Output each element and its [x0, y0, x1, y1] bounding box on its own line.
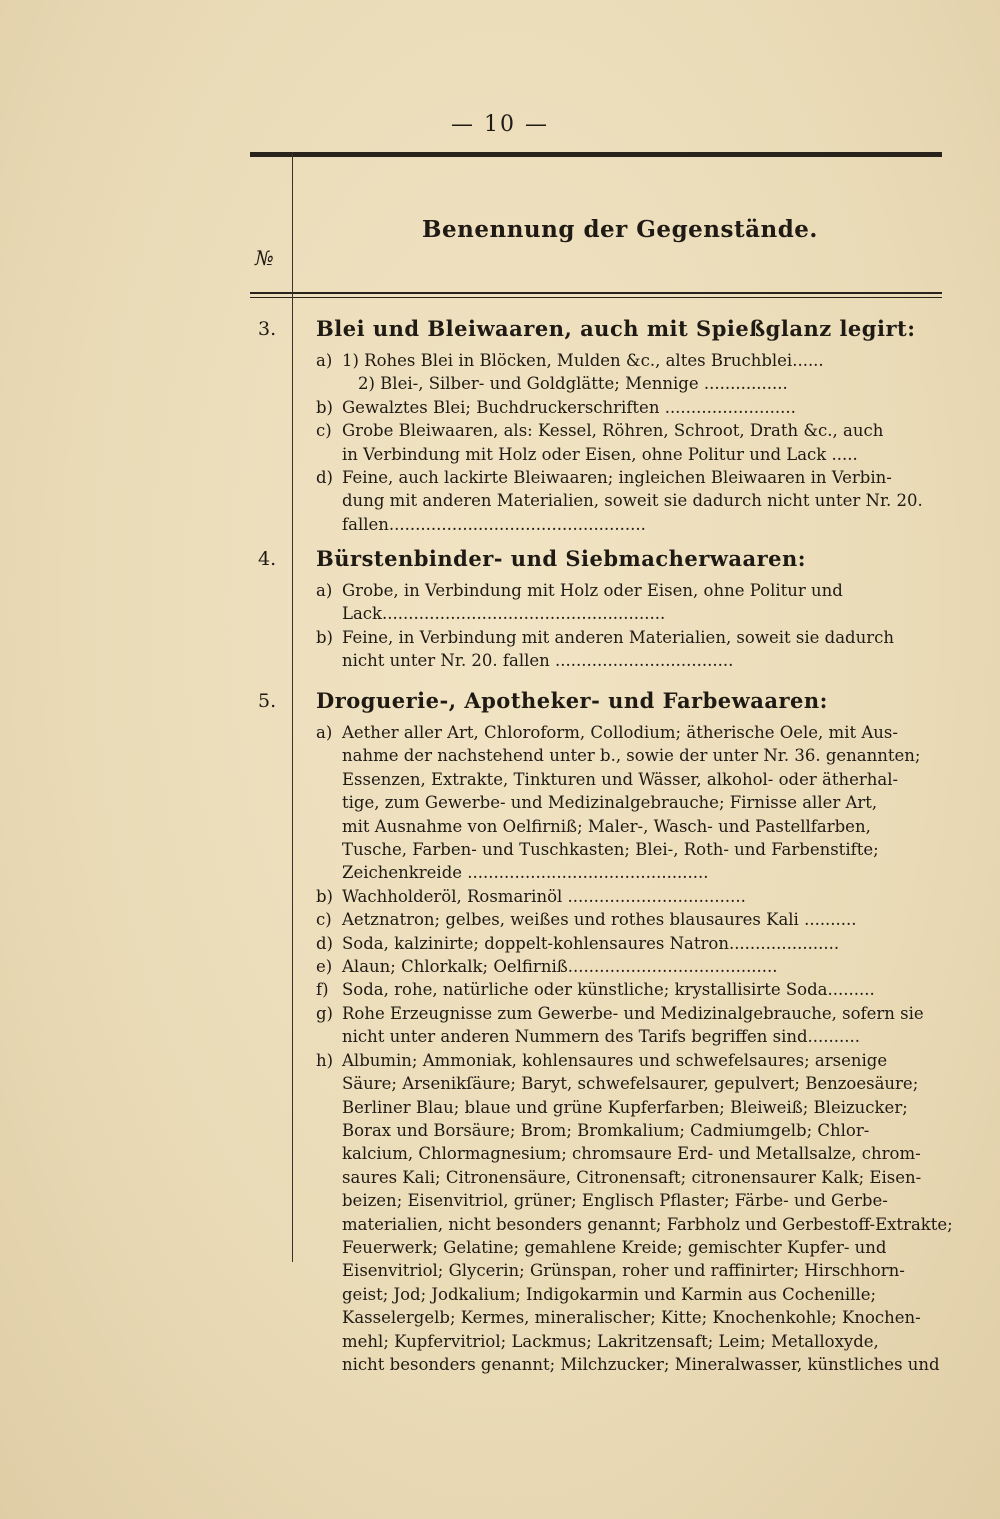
entry-letter: g) — [316, 1003, 333, 1023]
section-block — [316, 546, 946, 673]
entry-letter: c) — [316, 910, 332, 930]
entry-line — [316, 419, 946, 442]
entry-text: Wachholderöl, Rosmarinöl .................................. — [342, 886, 746, 906]
entry-letter: d) — [316, 468, 333, 488]
entry-letter: b) — [316, 397, 333, 417]
entry-text: Berliner Blau; blaue und grüne Kupferfarben; Bleiweiß; Bleizucker; — [342, 1097, 908, 1117]
entry-text: Aetznatron; gelbes, weißes und rothes blausaures Kali .......... — [342, 910, 857, 930]
entry-line — [316, 1283, 946, 1306]
section-block — [316, 316, 946, 536]
section-title: Droguerie-, Apotheker- und Farbewaaren: — [316, 688, 828, 713]
entry-text: Grobe Bleiwaaren, als: Kessel, Röhren, Schroot, Drath &c., auch — [342, 421, 884, 441]
entry-line — [316, 579, 946, 602]
section-block — [316, 688, 953, 1376]
entry-text: Feuerwerk; Gelatine; gemahlene Kreide; gemischter Kupfer- und — [342, 1237, 887, 1257]
entry-text: Grobe, in Verbindung mit Holz oder Eisen, ohne Politur und — [342, 581, 843, 600]
entry-line — [316, 1330, 946, 1353]
entry-text: geist; Jod; Jodkalium; Indigokarmin und Karmin aus Cochenille; — [342, 1284, 877, 1304]
entry-text: Aether aller Art, Chloroform, Collodium; ätherische Oele, mit Aus- — [342, 723, 898, 742]
entry-line — [316, 932, 946, 955]
entry-letter: h) — [316, 1050, 334, 1070]
entry-text: nicht unter Nr. 20. fallen .................................. — [342, 651, 734, 671]
entry-line — [316, 978, 946, 1001]
entry-letter: e) — [316, 957, 333, 977]
entry-text: Soda, rohe, natürliche oder künstliche; krystallisirte Soda......... — [342, 980, 875, 1000]
entry-line — [316, 791, 946, 814]
entry-line — [316, 466, 946, 489]
entry-line — [316, 815, 946, 838]
entry-text: fallen................................................. — [342, 514, 646, 534]
entry-line — [316, 1142, 946, 1165]
entry-text: nicht unter anderen Nummern des Tarifs begriffen sind.......... — [342, 1027, 861, 1047]
entry-text: Rohe Erzeugnisse zum Gewerbe- und Medizinalgebrauche, sofern sie — [342, 1003, 924, 1023]
entry-text: Säure; Arsenikſäure; Baryt, schwefelsaurer, gepulvert; Benzoesäure; — [342, 1074, 919, 1094]
column-divider — [292, 152, 293, 1262]
entry-line — [316, 721, 946, 744]
entry-text: nicht besonders genannt; Milchzucker; Mineralwasser, künstliches und — [342, 1354, 940, 1374]
table-top-rule — [250, 152, 942, 157]
entry-text: nahme der nachstehend unter b., sowie der unter Nr. 36. genannten; — [342, 746, 921, 766]
entry-line — [316, 1236, 946, 1259]
section-title: Blei und Bleiwaaren, auch mit Spießglanz legirt: — [316, 316, 916, 341]
entry-text: mehl; Kupfervitriol; Lackmus; Lakritzensaft; Leim; Metalloxyde, — [342, 1331, 879, 1351]
entry-line — [316, 1213, 953, 1236]
entry-letter: d) — [316, 933, 333, 953]
entry-text: Tusche, Farben- und Tuschkasten; Blei-, Roth- und Farbenstifte; — [342, 840, 879, 860]
entry-line — [316, 1096, 946, 1119]
entry-text: beizen; Eisenvitriol, grüner; Englisch Pflaster; Färbe- und Gerbe- — [342, 1191, 888, 1211]
entry-line — [316, 1306, 946, 1329]
entry-line — [316, 1025, 946, 1048]
entry-line — [316, 602, 946, 625]
entry-line — [316, 372, 946, 395]
entry-line — [316, 1119, 946, 1142]
entry-letter: a) — [316, 723, 333, 742]
entry-text: Albumin; Ammoniak, kohlensaures und schwefelsaures; arsenige — [342, 1050, 888, 1070]
entry-line — [316, 885, 946, 908]
entry-text: kalcium, Chlormagnesium; chromsaure Erd- und Metallsalze, chrom- — [342, 1144, 921, 1164]
entry-text: Borax und Borsäure; Brom; Bromkalium; Cadmiumgelb; Chlor- — [342, 1120, 870, 1140]
entry-line — [316, 1002, 946, 1025]
entry-line — [316, 908, 946, 931]
entry-text: 1) Rohes Blei in Blöcken, Mulden &c., altes Bruchblei...... — [342, 351, 824, 370]
entry-letter: a) — [316, 581, 333, 600]
entry-text: Soda, kalzinirte; doppelt-kohlensaures Natron..................... — [342, 933, 840, 953]
entry-line — [316, 513, 946, 536]
entry-text: Feine, in Verbindung mit anderen Materialien, soweit sie dadurch — [342, 627, 894, 647]
entry-line — [316, 1189, 946, 1212]
entry-text: dung mit anderen Materialien, soweit sie dadurch nicht unter Nr. 20. — [342, 491, 923, 511]
entry-line — [316, 955, 946, 978]
entry-line — [316, 349, 946, 372]
entry-line — [316, 1049, 946, 1072]
entry-text: Zeichenkreide .............................................. — [342, 863, 709, 883]
entry-letter: b) — [316, 886, 333, 906]
entry-text: Alaun; Chlorkalk; Oelfirniß........................................ — [342, 957, 778, 977]
header-bottom-rule — [250, 292, 942, 294]
entry-text: Feine, auch lackirte Bleiwaaren; ingleichen Bleiwaaren in Verbin- — [342, 468, 892, 488]
section-number: 5. — [258, 690, 277, 712]
entry-line — [316, 626, 946, 649]
entry-line — [316, 1259, 946, 1282]
entry-text: Kasselergelb; Kermes, mineralischer; Kitte; Knochenkohle; Knochen- — [342, 1308, 921, 1328]
entry-line — [316, 1072, 946, 1095]
section-title: Bürstenbinder- und Siebmacherwaaren: — [316, 546, 807, 571]
entry-letter: b) — [316, 627, 333, 647]
entry-letter: f) — [316, 980, 329, 1000]
entry-line — [316, 768, 946, 791]
entry-text: saures Kali; Citronensäure, Citronensaft; citronensaurer Kalk; Eisen- — [342, 1167, 922, 1187]
entry-text: in Verbindung mit Holz oder Eisen, ohne Politur und Lack ..... — [342, 444, 858, 464]
entry-line — [316, 396, 946, 419]
entry-text: tige, zum Gewerbe- und Medizinalgebrauche; Firnisse aller Art, — [342, 793, 878, 813]
entry-text: Eisenvitriol; Glycerin; Grünspan, roher und raffinirter; Hirschhorn- — [342, 1261, 905, 1281]
entry-letter: c) — [316, 421, 332, 441]
entry-line — [316, 1353, 946, 1376]
entry-line — [316, 443, 946, 466]
entry-line — [316, 838, 946, 861]
entry-line — [316, 861, 946, 884]
entry-letter: a) — [316, 351, 333, 370]
number-column-header: № — [255, 246, 274, 270]
entry-line — [316, 489, 946, 512]
entry-line — [316, 649, 946, 672]
entry-text: Lack...................................................... — [342, 604, 666, 624]
entry-line — [316, 744, 946, 767]
section-number: 3. — [258, 318, 277, 340]
page-number: — 10 — — [451, 112, 549, 137]
entry-text: materialien, nicht besonders genannt; Farbholz und Gerbestoff-Extrakte; — [342, 1214, 953, 1234]
entry-text: Essenzen, Extrakte, Tinkturen und Wässer, alkohol- oder ätherhal- — [342, 769, 899, 789]
section-number: 4. — [258, 548, 277, 570]
entry-text: Gewalztes Blei; Buchdruckerschriften ......................... — [342, 397, 796, 417]
entry-line — [316, 1166, 946, 1189]
header-bottom-rule-thin — [250, 297, 942, 298]
entry-text: mit Ausnahme von Oelfirniß; Maler-, Wasch- und Pastellfarben, — [342, 816, 871, 836]
entry-text: 2) Blei-, Silber- und Goldglätte; Mennige ................ — [358, 374, 788, 394]
title-column-header: Benennung der Gegenstände. — [422, 216, 818, 243]
